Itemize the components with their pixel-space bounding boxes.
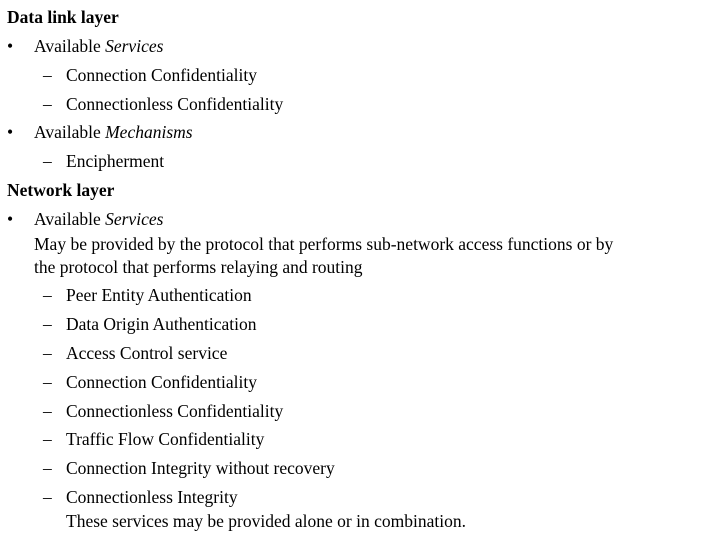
dash-icon: – <box>43 401 52 421</box>
network-service-item: Connection Integrity without recovery <box>66 458 335 478</box>
network-service-item: Traffic Flow Confidentiality <box>66 429 265 449</box>
bullet-icon: • <box>7 36 14 56</box>
dash-icon: – <box>43 65 52 85</box>
dash-icon: – <box>43 285 52 305</box>
network-note-line: the protocol that performs relaying and routing <box>34 257 363 277</box>
bullet-icon: • <box>7 209 14 229</box>
data-link-mechanisms-label <box>34 122 193 142</box>
mechanisms-prefix: Available <box>34 122 106 142</box>
mechanisms-word: Mechanisms <box>105 122 193 142</box>
network-service-item: Access Control service <box>66 343 228 363</box>
dash-icon: – <box>43 94 52 114</box>
network-service-item: Connectionless Integrity <box>66 487 238 507</box>
network-closing-note: These services may be provided alone or in combination. <box>66 511 466 531</box>
bullet-icon: • <box>7 122 14 142</box>
dash-icon: – <box>43 487 52 507</box>
network-note-line: May be provided by the protocol that performs sub-network access functions or by <box>34 234 614 254</box>
dash-icon: – <box>43 343 52 363</box>
data-link-mechanism-item: Encipherment <box>66 151 165 171</box>
dash-icon: – <box>43 151 52 171</box>
data-link-services-label <box>34 36 163 56</box>
data-link-service-item: Connection Confidentiality <box>66 65 258 85</box>
network-service-item: Peer Entity Authentication <box>66 285 252 305</box>
dash-icon: – <box>43 372 52 392</box>
network-service-item: Data Origin Authentication <box>66 314 257 334</box>
dash-icon: – <box>43 429 52 449</box>
network-services-label <box>34 209 163 229</box>
network-service-item: Connection Confidentiality <box>66 372 258 392</box>
dash-icon: – <box>43 458 52 478</box>
network-heading: Network layer <box>7 180 115 200</box>
network-service-item: Connectionless Confidentiality <box>66 401 284 421</box>
data-link-heading: Data link layer <box>7 7 119 27</box>
services-word: Services <box>105 209 164 229</box>
dash-icon: – <box>43 314 52 334</box>
services-prefix: Available <box>34 209 106 229</box>
services-word: Services <box>105 36 164 56</box>
services-prefix: Available <box>34 36 106 56</box>
data-link-service-item: Connectionless Confidentiality <box>66 94 284 114</box>
